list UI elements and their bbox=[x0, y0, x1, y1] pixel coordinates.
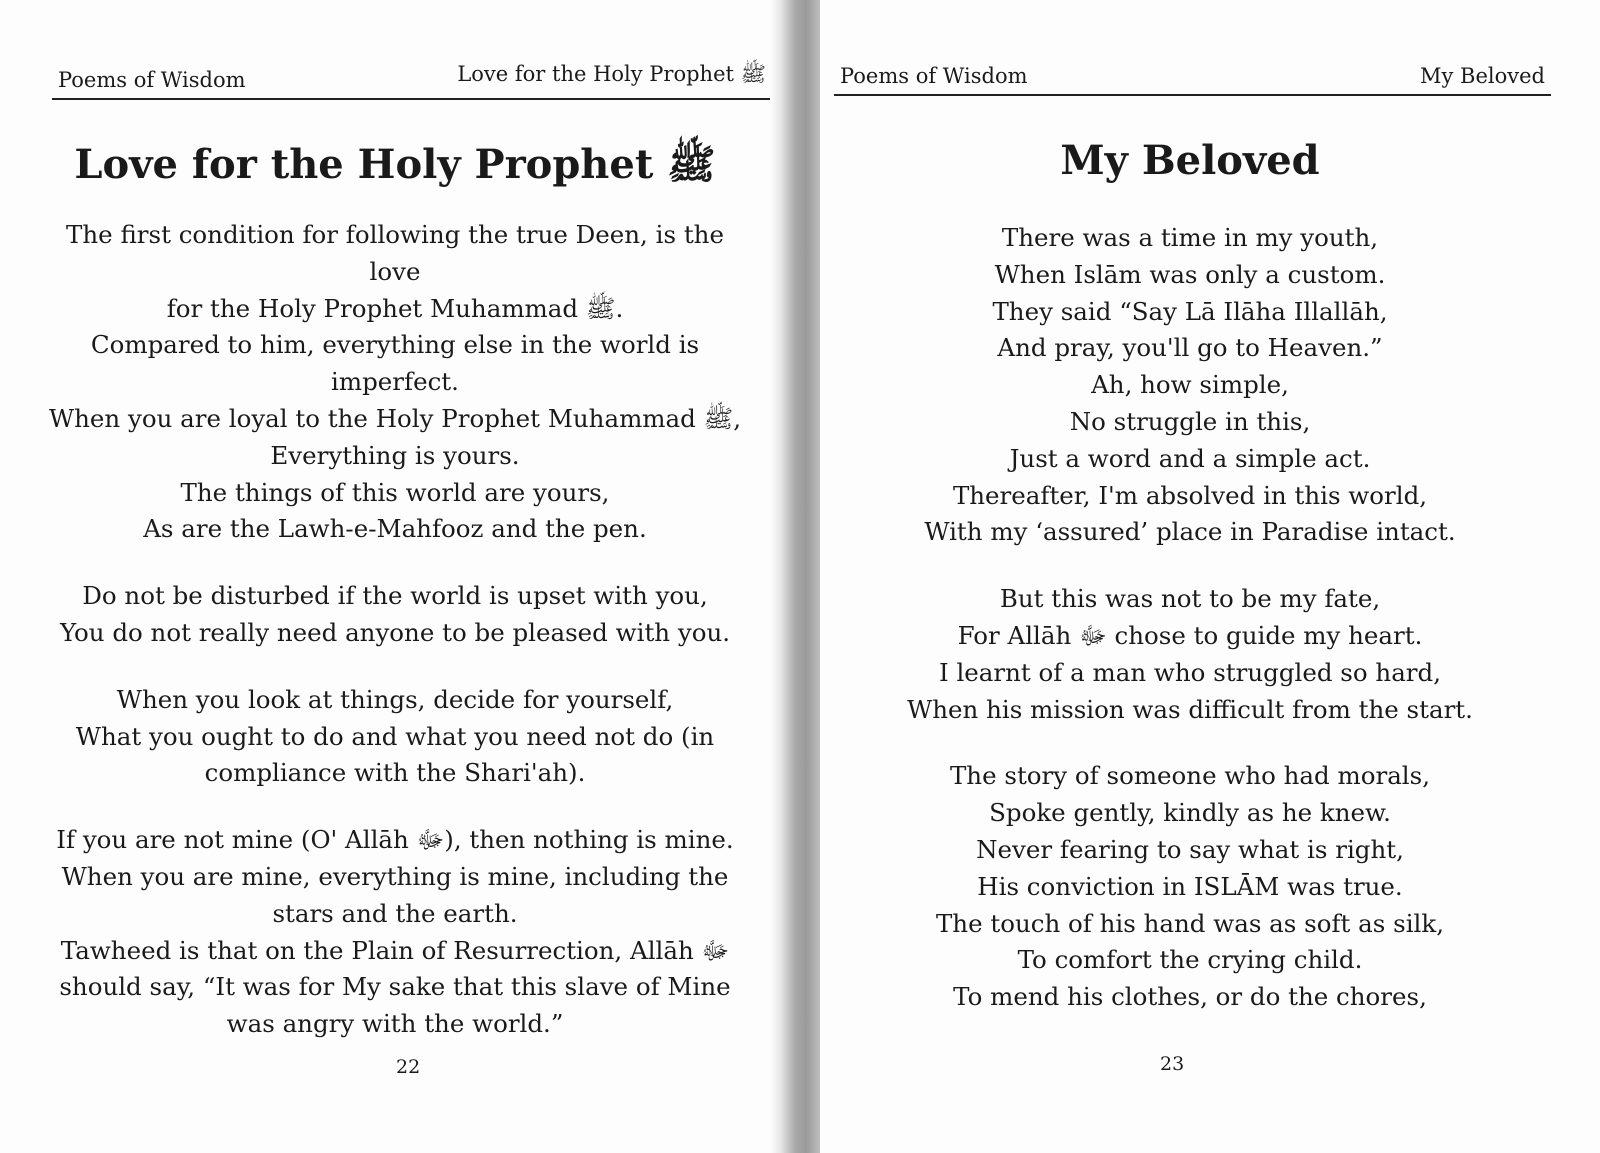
poem-line: They said “Say Lā Ilāha Illallāh, bbox=[992, 296, 1388, 326]
poem-line: The touch of his hand was as soft as silk, bbox=[935, 908, 1445, 938]
running-head-book-title: Poems of Wisdom bbox=[58, 68, 246, 92]
page-number: 22 bbox=[396, 1056, 421, 1078]
poem-line: And pray, you'll go to Heaven.” bbox=[997, 333, 1383, 363]
page-number: 23 bbox=[1160, 1053, 1185, 1075]
poem-line: Do not be disturbed if the world is upset with you, bbox=[82, 581, 708, 611]
poem-line: Thereafter, I'm absolved in this world, bbox=[952, 480, 1428, 510]
running-head-chapter-title: Love for the Holy Prophet ﷺ bbox=[457, 62, 766, 86]
poem-line: When you look at things, decide for yourself, bbox=[116, 684, 674, 714]
poem-line: Never fearing to say what is right, bbox=[976, 834, 1404, 864]
stanza bbox=[40, 217, 750, 548]
poem-line: Ah, how simple, bbox=[1091, 370, 1289, 400]
poem-line: What you ought to do and what you need not do (in bbox=[75, 721, 715, 751]
poem-line: The story of someone who had morals, bbox=[949, 761, 1431, 791]
poem-line: To comfort the crying child. bbox=[1017, 945, 1363, 975]
left-page bbox=[0, 0, 790, 1153]
stanza bbox=[40, 682, 750, 792]
poem-line: His conviction in ISLĀM was true. bbox=[977, 871, 1403, 901]
poem-line: As are the Lawh-e-Mahfooz and the pen. bbox=[143, 514, 647, 544]
poem-line: I learnt of a man who struggled so hard, bbox=[939, 657, 1441, 687]
poem-line: was angry with the world.” bbox=[226, 1009, 564, 1039]
poem-line: for the Holy Prophet Muhammad ﷺ. bbox=[166, 293, 624, 323]
poem-line: The first condition for following the true Deen, is the love bbox=[66, 220, 724, 286]
page-title: Love for the Holy Prophet ﷺ bbox=[74, 141, 716, 188]
poem-line: compliance with the Shari'ah). bbox=[204, 758, 586, 788]
poem-line: There was a time in my youth, bbox=[1001, 223, 1379, 252]
stanza bbox=[860, 758, 1520, 1016]
poem-line: Everything is yours. bbox=[270, 440, 520, 470]
poem-line: When his mission was difficult from the start. bbox=[907, 694, 1473, 724]
stanza bbox=[40, 578, 750, 652]
poem-line: When you are loyal to the Holy Prophet Muhammad ﷺ, bbox=[48, 403, 742, 433]
running-head-chapter-title: My Beloved bbox=[1420, 64, 1545, 88]
running-head-left-page bbox=[52, 58, 772, 100]
poem-line: The things of this world are yours, bbox=[180, 477, 610, 507]
poem-line: When you are mine, everything is mine, including the bbox=[61, 861, 729, 891]
poem-line: For Allāh ﷻ chose to guide my heart. bbox=[957, 620, 1423, 650]
poem-line: If you are not mine (O' Allāh ﷻ), then nothing is mine. bbox=[56, 825, 734, 855]
poem-line: Spoke gently, kindly as he knew. bbox=[989, 798, 1391, 828]
poem-line: Compared to him, everything else in the world is bbox=[90, 330, 700, 360]
poem-line: imperfect. bbox=[331, 367, 459, 397]
stanza bbox=[40, 822, 750, 1043]
poem-line: You do not really need anyone to be pleased with you. bbox=[59, 617, 731, 647]
poem-body bbox=[40, 217, 750, 1073]
poem-line: When Islām was only a custom. bbox=[994, 259, 1386, 289]
poem-line: should say, “It was for My sake that this slave of Mine bbox=[59, 972, 731, 1002]
running-head-right-page bbox=[834, 54, 1551, 96]
poem-line: Just a word and a simple act. bbox=[1009, 443, 1371, 473]
page-title: My Beloved bbox=[1060, 137, 1320, 184]
poem-line: But this was not to be my fate, bbox=[999, 584, 1381, 614]
poem-line: With my ‘assured’ place in Paradise intact. bbox=[924, 517, 1456, 547]
poem-line: Tawheed is that on the Plain of Resurrection, Allāh ﷻ bbox=[60, 935, 730, 965]
stanza bbox=[860, 220, 1520, 551]
stanza bbox=[860, 581, 1520, 728]
poem-line: To mend his clothes, or do the chores, bbox=[953, 982, 1427, 1012]
poem-line: stars and the earth. bbox=[272, 898, 518, 928]
running-head-book-title: Poems of Wisdom bbox=[840, 64, 1028, 88]
right-page bbox=[820, 0, 1600, 1153]
poem-body bbox=[860, 220, 1520, 1046]
poem-line: No struggle in this, bbox=[1069, 406, 1311, 436]
